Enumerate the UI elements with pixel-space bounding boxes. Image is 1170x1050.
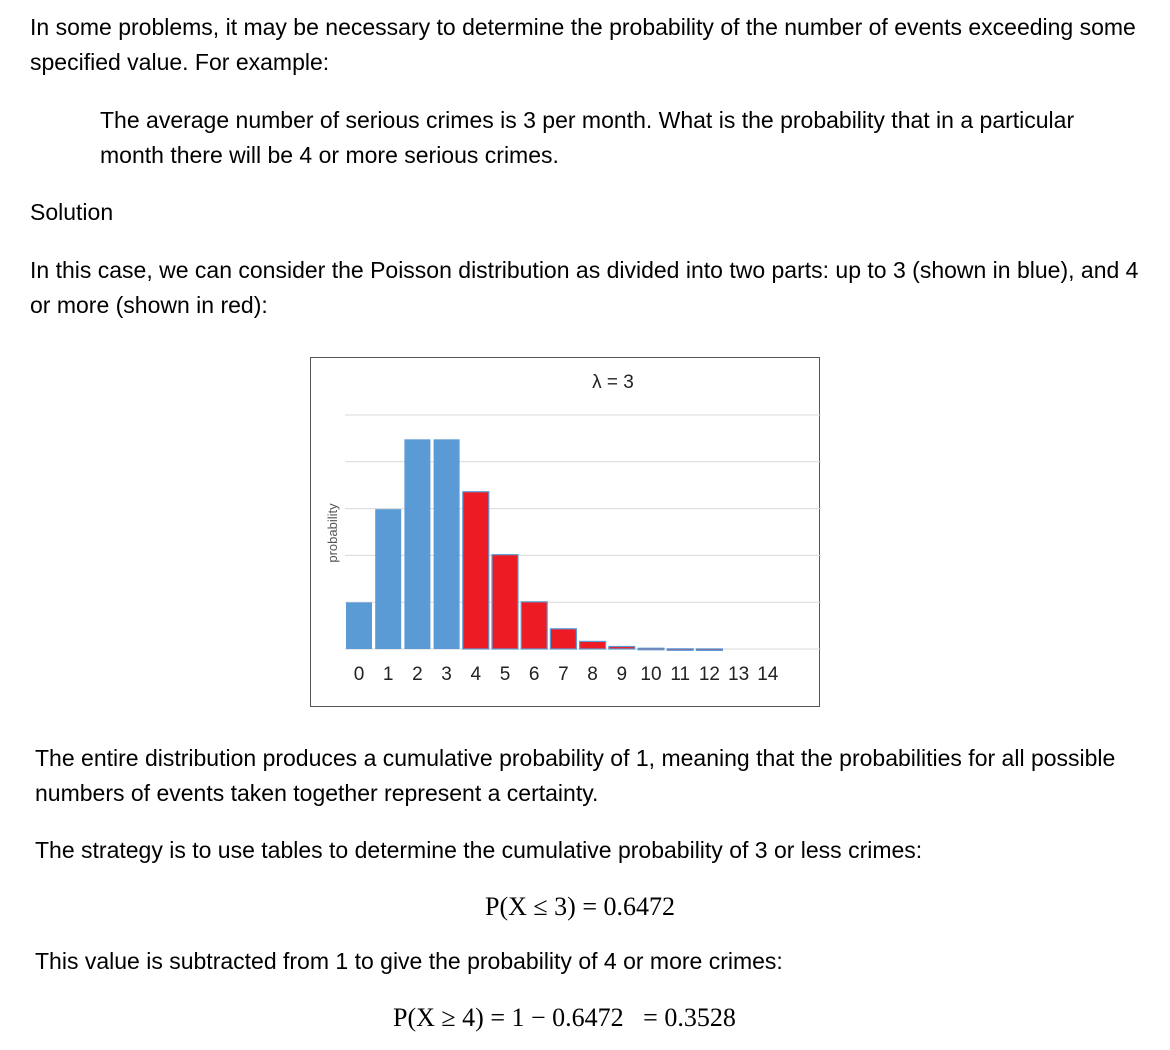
equation-1-lhs: P(X ≤ 3) [485, 892, 576, 921]
bar-0 [346, 602, 372, 649]
x-tick-2: 2 [412, 664, 423, 685]
solution-heading: Solution [30, 199, 114, 225]
bar-1 [375, 509, 401, 649]
x-tick-6: 6 [528, 664, 540, 685]
x-tick-9: 9 [616, 664, 628, 685]
x-tick-11: 11 [670, 664, 691, 685]
x-tick-8: 8 [587, 664, 598, 685]
equation-1-rhs: = 0.6472 [582, 892, 675, 921]
x-tick-10: 10 [640, 664, 662, 685]
x-tick-7: 7 [558, 664, 569, 685]
poisson-chart [310, 357, 820, 707]
bar-3 [434, 439, 460, 649]
cumulative-paragraph: The entire distribution produces a cumulative probability of 1, meaning that the probabilities for all possible numbers of events taken together represent a certainty. [35, 745, 1116, 806]
x-tick-4: 4 [470, 664, 482, 685]
equation-2-rhs: = 0.3528 [643, 1003, 736, 1032]
intro-paragraph: In some problems, it may be necessary to determine the probability of the number of events exceeding some specified value. For example: [30, 14, 1136, 75]
bar-5 [492, 555, 518, 649]
bar-8 [580, 641, 606, 649]
bar-11 [667, 649, 693, 651]
x-tick-12: 12 [698, 664, 720, 685]
chart-bars [346, 439, 722, 650]
chart-y-axis-label: probability [325, 503, 340, 563]
poisson-chart-svg [311, 358, 821, 708]
bar-12 [696, 649, 722, 651]
bar-10 [638, 648, 664, 650]
x-tick-3: 3 [441, 664, 452, 685]
bar-4 [463, 492, 489, 649]
bar-2 [404, 439, 430, 649]
bar-6 [521, 602, 547, 649]
case-paragraph: In this case, we can consider the Poisson distribution as divided into two parts: up to 3 (shown in blue), and 4 or more (shown in red): [30, 257, 1139, 318]
bar-7 [550, 629, 576, 649]
equation-p-x-ge-4 [393, 1003, 736, 1033]
chart-x-ticks [354, 664, 779, 685]
equation-p-x-le-3 [485, 892, 675, 922]
equation-2-lhs: P(X ≥ 4) [393, 1003, 484, 1032]
strategy-paragraph: The strategy is to use tables to determine the cumulative probability of 3 or less crimes: [35, 837, 923, 863]
bar-9 [609, 646, 635, 649]
chart-title: λ = 3 [592, 372, 634, 393]
x-tick-5: 5 [499, 664, 511, 685]
x-tick-1: 1 [382, 664, 394, 685]
x-tick-14: 14 [757, 664, 779, 685]
x-tick-0: 0 [353, 664, 365, 685]
subtract-paragraph: This value is subtracted from 1 to give the probability of 4 or more crimes: [35, 948, 783, 974]
equation-2-mid: = 1 − 0.6472 [490, 1003, 624, 1032]
x-tick-13: 13 [728, 664, 750, 685]
example-paragraph: The average number of serious crimes is 3 per month. What is the probability that in a particular month there will be 4 or more serious crimes. [100, 107, 1075, 168]
